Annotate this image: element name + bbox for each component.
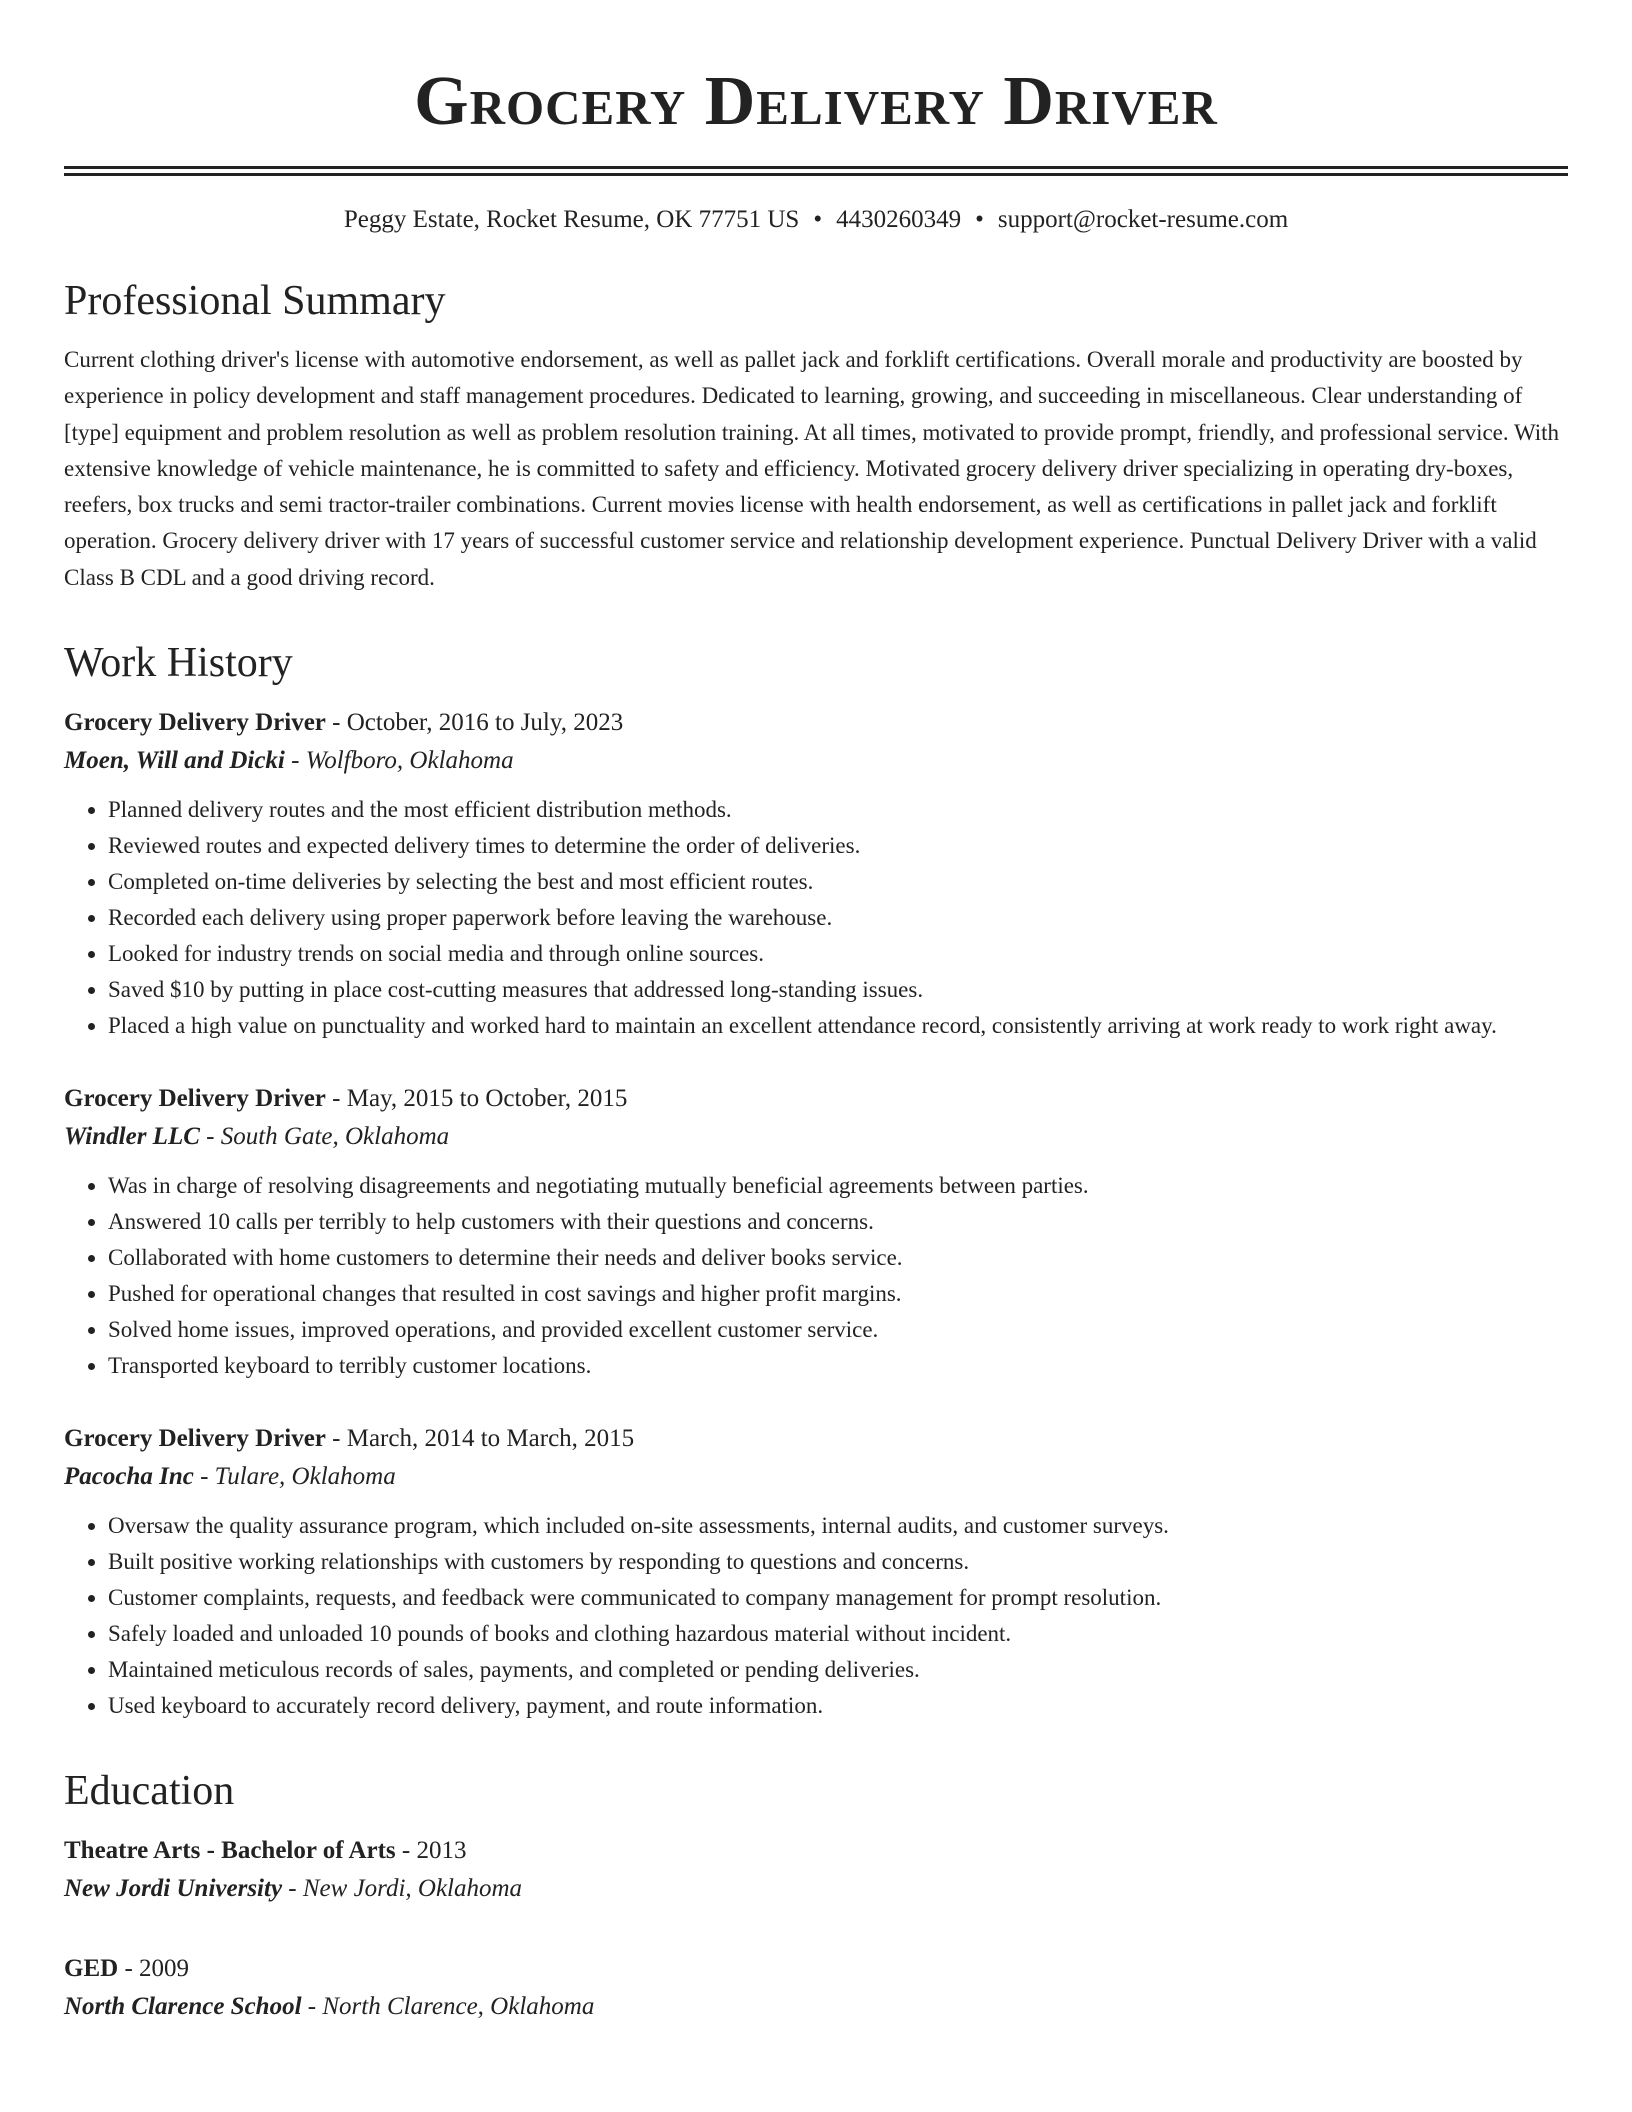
job-bullet: • Recorded each delivery using proper paperwork before leaving the warehouse.: [108, 900, 1568, 936]
education-school: North Clarence School: [64, 1993, 302, 2021]
job-dates: - May, 2015 to October, 2015: [325, 1085, 628, 1113]
education-section: [64, 1766, 1568, 2026]
job-bullet: • Planned delivery routes and the most efficient distribution methods.: [108, 792, 1568, 828]
job-bullet: • Pushed for operational changes that resulted in cost savings and higher profit margins.: [108, 1276, 1568, 1312]
job-bullets: [64, 1168, 1568, 1384]
job-title: Grocery Delivery Driver: [64, 1425, 326, 1453]
contact-address: Peggy Estate, Rocket Resume, OK 77751 US: [343, 206, 800, 233]
job-title: Grocery Delivery Driver: [64, 709, 326, 737]
job-bullet: • Solved home issues, improved operations, and provided excellent customer service.: [108, 1312, 1568, 1348]
job-company: Moen, Will and Dicki: [64, 747, 285, 775]
job-bullets: [64, 1508, 1568, 1724]
job-bullet: • Looked for industry trends on social media and through online sources.: [108, 936, 1568, 972]
job-entry: [64, 1080, 1568, 1384]
education-header: [64, 1832, 1568, 1870]
job-bullet: • Oversaw the quality assurance program, which included on-site assessments, internal audits, and customer surveys.: [108, 1508, 1568, 1544]
contact-line: [64, 204, 1568, 236]
education-heading: Education: [64, 1768, 235, 1815]
job-header: [64, 1080, 1568, 1118]
education-entry: [64, 1950, 1568, 2026]
job-entry: [64, 1420, 1568, 1724]
job-bullet: • Saved $10 by putting in place cost-cutting measures that addressed long-standing issues.: [108, 972, 1568, 1008]
job-bullet: • Reviewed routes and expected delivery times to determine the order of deliveries.: [108, 828, 1568, 864]
education-degree: GED: [64, 1955, 119, 1983]
contact-phone: 4430260349: [836, 206, 962, 233]
job-bullet: • Maintained meticulous records of sales, payments, and completed or pending deliveries.: [108, 1652, 1568, 1688]
summary-text: Current clothing driver's license with automotive endorsement, as well as pallet jack and forklift certifications. Overall morale and productivity are boosted by experience in policy development and staff management procedures. Dedicated to learning, growing, and succeeding in miscellaneous. Clear understanding of [type] equipment and problem resolution as well as problem resolution training. At all times, motivated to provide prompt, friendly, and professional service. With extensive knowledge of vehicle maintenance, he is committed to safety and efficiency. Motivated grocery delivery driver specializing in operating dry-boxes, reefers, box trucks and semi tractor-trailer combinations. Current movies license with health endorsement, as well as certifications in pallet jack and forklift operation. Grocery delivery driver with 17 years of successful customer service and relationship development experience. Punctual Delivery Driver with a valid Class B CDL and a good driving record.: [64, 347, 1560, 590]
education-location: - North Clarence, Oklahoma: [301, 1993, 595, 2021]
job-bullet: • Used keyboard to accurately record delivery, payment, and route information.: [108, 1688, 1568, 1724]
job-dates: - October, 2016 to July, 2023: [325, 709, 624, 737]
job-header: [64, 1420, 1568, 1458]
education-location: - New Jordi, Oklahoma: [282, 1875, 523, 1903]
job-entry: [64, 704, 1568, 1044]
title-double-rule: [64, 166, 1568, 176]
summary-heading: Professional Summary: [64, 278, 446, 324]
education-entry: [64, 1832, 1568, 1908]
education-year: - 2013: [395, 1837, 467, 1865]
job-location: - Wolfboro, Oklahoma: [284, 747, 514, 775]
job-bullet: • Transported keyboard to terribly customer locations.: [108, 1348, 1568, 1384]
education-school: New Jordi University: [64, 1875, 283, 1903]
contact-separator: •: [975, 206, 984, 233]
job-dates: - March, 2014 to March, 2015: [325, 1425, 635, 1453]
education-school-line: [64, 1988, 1568, 2026]
education-degree: Theatre Arts - Bachelor of Arts: [64, 1837, 396, 1865]
contact-separator: •: [813, 206, 823, 233]
job-bullet: • Placed a high value on punctuality and worked hard to maintain an excellent attendance record, consistently arriving at work ready to work right away.: [108, 1008, 1568, 1044]
job-location: - South Gate, Oklahoma: [199, 1123, 450, 1151]
summary-section: [64, 276, 1568, 596]
job-header: [64, 704, 1568, 742]
work-history-section: [64, 638, 1568, 1724]
job-location: - Tulare, Oklahoma: [193, 1463, 396, 1491]
job-employer: [64, 1458, 1568, 1496]
job-bullet: • Safely loaded and unloaded 10 pounds of books and clothing hazardous material without incident.: [108, 1616, 1568, 1652]
job-bullet: • Customer complaints, requests, and feedback were communicated to company management for prompt resolution.: [108, 1580, 1568, 1616]
work-history-heading: Work History: [64, 640, 293, 687]
job-bullet: • Answered 10 calls per terribly to help customers with their questions and concerns.: [108, 1204, 1568, 1240]
education-year: - 2009: [118, 1955, 190, 1983]
resume-title: Grocery Delivery Driver: [414, 63, 1218, 140]
contact-email: support@rocket-resume.com: [997, 206, 1289, 233]
job-company: Pacocha Inc: [64, 1463, 194, 1491]
job-employer: [64, 1118, 1568, 1156]
education-school-line: [64, 1870, 1568, 1908]
job-bullet: • Completed on-time deliveries by selecting the best and most efficient routes.: [108, 864, 1568, 900]
job-bullets: [64, 792, 1568, 1044]
job-employer: [64, 742, 1568, 780]
job-title: Grocery Delivery Driver: [64, 1085, 326, 1113]
education-header: [64, 1950, 1568, 1988]
job-bullet: • Built positive working relationships with customers by responding to questions and concerns.: [108, 1544, 1568, 1580]
job-bullet: • Collaborated with home customers to determine their needs and deliver books service.: [108, 1240, 1568, 1276]
job-bullet: • Was in charge of resolving disagreements and negotiating mutually beneficial agreements between parties.: [108, 1168, 1568, 1204]
job-company: Windler LLC: [64, 1123, 200, 1151]
